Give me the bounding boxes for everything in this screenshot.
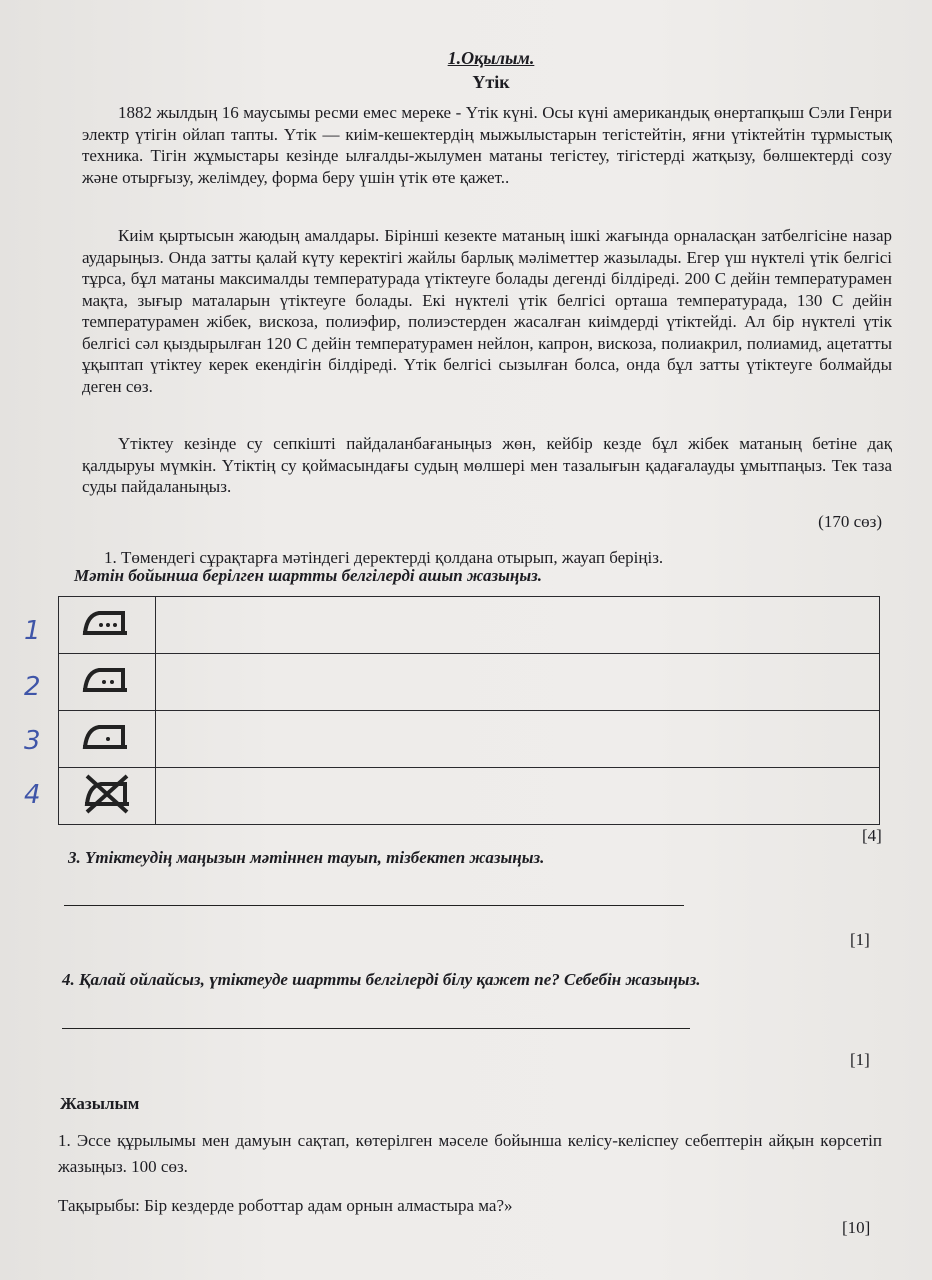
task3-question: 3. Үтіктеудің маңызын мәтіннен тауып, тізбектеп жазыңыз. [68, 848, 545, 867]
handwritten-number-3: 3 [24, 726, 41, 756]
answer-cell-3[interactable] [155, 711, 879, 768]
page-title: Үтік [472, 72, 510, 92]
word-count: (170 сөз) [818, 512, 882, 531]
section-heading: 1.Оқылым. [447, 48, 535, 68]
symbol-cell [59, 768, 156, 825]
text-paragraph-1: 1882 жылдың 16 маусымы ресми емес мереке - Үтік күні. Осы күні американдық өнертапқыш Сэли Генри электр үтігін ойлап тапты. Үтік — киім-кешектердің мыжылыстарын тегістейтін, яғни үтіктейтін тұрмыстық техника. Тігін жұмыстары кезінде ылғалды-жылумен матаны тегістеу, тігістерді жатқызу, бөлшектерді созу және отырғызу, желімдеу, форма беру үшін үтік өте қажет.. [82, 103, 892, 187]
answer-cell-1[interactable] [155, 597, 879, 654]
writing-score: [10] [842, 1218, 871, 1237]
symbol-cell [59, 711, 156, 768]
iron-one-dot-icon [79, 719, 135, 755]
task3-score: [1] [850, 930, 870, 949]
task4-answer-line[interactable] [62, 1028, 690, 1029]
answer-cell-4[interactable] [155, 768, 879, 825]
table-row [59, 711, 880, 768]
task1-prompt: Мәтін бойынша берілген шартты белгілерді ашып жазыңыз. [74, 566, 543, 585]
task4-score: [1] [850, 1050, 870, 1069]
writing-task: 1. Эссе құрылымы мен дамуын сақтап, көтерілген мәселе бойынша келісу-келіспеу себептерін айқын көрсетіп жазыңыз. 100 сөз. [58, 1131, 882, 1176]
table-row [59, 768, 880, 825]
task3-answer-line[interactable] [64, 905, 684, 906]
iron-three-dots-icon [79, 605, 135, 641]
text-paragraph-2: Киім қыртысын жаюдың амалдары. Бірінші кезекте матаның ішкі жағында орналасқан затбелгісіне назар аударыңыз. Онда затты қалай күту керектігі жайлы барлық мәліметтер жазылады. Егер үш нүктелі үтік белгісі тұрса, бұл матаны максималды температурада үтіктеуге болады дегенді білдіреді. 200 С дейін температурамен мақта, зығыр маталарын үтіктеуге болады. Екі нүктелі үтік белгісі орташа температурада, 130 С дейін температурамен жібек, вискоза, полиэфир, полиэстерден жасалған киімдерді үтіктейді. Ал бір нүктелі үтік белгісі сәл қыздырылған 120 С дейін температурамен нейлон, капрон, вискоза, полиакрил, полиамид, ацетатты ұқыптап үтіктеу керек екендігін білдіреді. Үтік белгісі сызылған болса, онда бұл затты үтіктеуге болмайды деген сөз. [82, 226, 892, 396]
handwritten-number-4: 4 [24, 780, 41, 810]
symbol-cell [59, 654, 156, 711]
answer-cell-2[interactable] [155, 654, 879, 711]
task1-score: [4] [862, 826, 882, 845]
table-row [59, 654, 880, 711]
handwritten-number-1: 1 [24, 616, 41, 646]
text-paragraph-3: Үтіктеу кезінде су сепкішті пайдаланбағаныңыз жөн, кейбір кезде бұл жібек матаның бетіне дақ қалдыруы мүмкін. Үтіктің су қоймасындағы судың мөлшері мен тазалығын қадағалауды ұмытпаңыз. Тек таза суды пайдаланыңыз. [82, 434, 892, 496]
task4-question: 4. Қалай ойлайсыз, үтіктеуде шартты белгілерді білу қажет пе? Себебін жазыңыз. [62, 970, 701, 989]
writing-topic: Тақырыбы: Бір кездерде роботтар адам орнын алмастыра ма?» [58, 1196, 513, 1215]
symbol-cell [59, 597, 156, 654]
iron-two-dots-icon [79, 662, 135, 698]
symbols-table [58, 596, 880, 825]
handwritten-number-2: 2 [24, 672, 41, 702]
iron-crossed-out-icon [79, 772, 135, 816]
task1-instruction: 1. Төмендегі сұрақтарға мәтіндегі деректерді қолдана отырып, жауап беріңіз. [104, 548, 664, 567]
table-row [59, 597, 880, 654]
writing-heading: Жазылым [60, 1094, 140, 1113]
